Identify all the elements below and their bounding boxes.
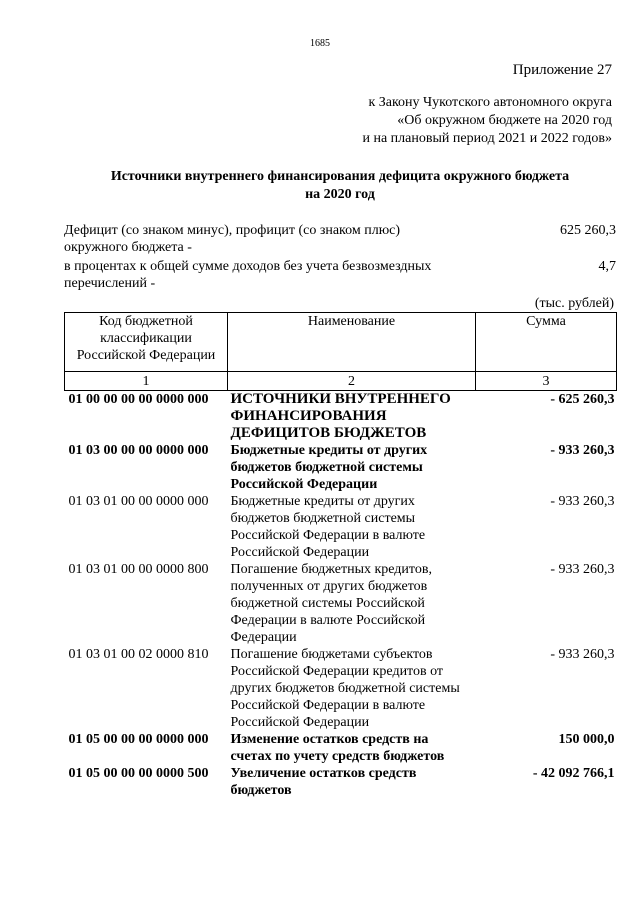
deficit-label-1: Дефицит (со знаком минус), профицит (со знаком плюс)	[64, 223, 401, 238]
title-line: Источники внутреннего финансирования дефицита окружного бюджета	[110, 169, 570, 184]
appendix-label: Приложение 27	[512, 62, 612, 78]
document-title	[60, 168, 620, 204]
row-code: 01 05 00 00 00 0000 000	[68, 732, 209, 747]
header-name: Наименование	[228, 313, 476, 372]
row-code: 01 03 01 00 00 0000 800	[68, 562, 209, 577]
deficit-value: 625 260,3	[560, 223, 616, 238]
column-number: 3	[476, 372, 617, 391]
row-sum: 150 000,0	[558, 732, 615, 747]
law-line: к Закону Чукотского автономного округа	[368, 95, 612, 110]
table-row	[65, 731, 617, 765]
table-body	[65, 391, 617, 800]
row-code: 01 03 01 00 00 0000 000	[68, 494, 209, 509]
column-number: 2	[228, 372, 476, 391]
table-row	[65, 493, 617, 561]
sources-table	[64, 312, 617, 799]
row-code: 01 00 00 00 00 0000 000	[68, 392, 209, 407]
row-name: ИСТОЧНИКИ ВНУТРЕННЕГО ФИНАНСИРОВАНИЯ ДЕФИЦИТОВ БЮДЖЕТОВ	[230, 391, 451, 441]
percent-summary	[64, 258, 616, 292]
table-row	[65, 646, 617, 731]
percent-label-2: перечислений -	[64, 276, 156, 291]
row-name: Бюджетные кредиты от других бюджетов бюджетной системы Российской Федерации	[230, 443, 428, 492]
law-line: и на плановый период 2021 и 2022 годов»	[362, 131, 612, 146]
law-reference	[362, 94, 612, 148]
row-code: 01 03 00 00 00 0000 000	[68, 443, 209, 458]
page-number: 1685	[310, 38, 330, 49]
table-row	[65, 391, 617, 443]
law-line: «Об окружном бюджете на 2020 год	[397, 113, 612, 128]
row-code: 01 03 01 00 02 0000 810	[68, 647, 209, 662]
row-sum: - 933 260,3	[550, 647, 615, 662]
row-sum: - 625 260,3	[550, 392, 615, 407]
row-name: Увеличение остатков средств бюджетов	[230, 766, 417, 798]
row-code: 01 05 00 00 00 0000 500	[68, 766, 209, 781]
percent-label-1: в процентах к общей сумме доходов без учета безвозмездных	[64, 259, 432, 274]
header-sum: Сумма	[476, 313, 617, 372]
header-code: Код бюджетной классификации Российской Федерации	[65, 313, 228, 372]
table-row	[65, 442, 617, 493]
deficit-label-2: окружного бюджета -	[64, 240, 192, 255]
column-number: 1	[65, 372, 228, 391]
percent-value: 4,7	[598, 259, 616, 274]
table-header	[65, 313, 617, 391]
row-name: Бюджетные кредиты от других бюджетов бюджетной системы Российской Федерации в валюте Российской Федерации	[230, 494, 426, 560]
title-line: на 2020 год	[305, 187, 375, 202]
row-sum: - 933 260,3	[550, 443, 615, 458]
units-label: (тыс. рублей)	[534, 296, 614, 311]
row-name: Погашение бюджетами субъектов Российской Федерации кредитов от других бюджетов бюджетной системы Российской Федерации в валюте Российской Федерации	[230, 647, 460, 730]
row-sum: - 933 260,3	[550, 562, 615, 577]
row-sum: - 933 260,3	[550, 494, 615, 509]
table-row	[65, 765, 617, 799]
row-name: Погашение бюджетных кредитов, полученных от других бюджетов бюджетной системы Российской Федерации в валюте Российской Федерации	[230, 562, 432, 645]
deficit-summary	[64, 222, 616, 256]
row-name: Изменение остатков средств на счетах по учету средств бюджетов	[230, 732, 445, 764]
row-sum: - 42 092 766,1	[532, 766, 615, 781]
table-row	[65, 561, 617, 646]
